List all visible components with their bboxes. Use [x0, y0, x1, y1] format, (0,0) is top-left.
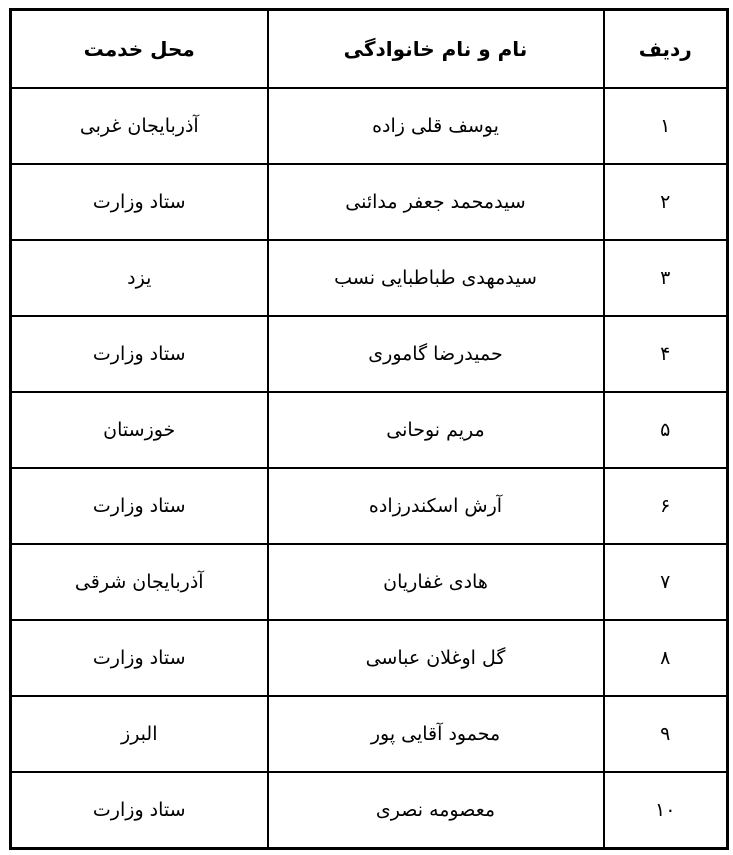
service-location-cell: خوزستان: [11, 392, 268, 468]
row-number-cell: ۴: [604, 316, 728, 392]
full-name-cell: سیدمحمد جعفر مدائنی: [268, 164, 604, 240]
full-name-cell: هادی غفاریان: [268, 544, 604, 620]
full-name-cell: حمیدرضا گاموری: [268, 316, 604, 392]
table-row: [11, 620, 728, 696]
header-service-location: محل خدمت: [11, 10, 268, 89]
row-number-cell: ۳: [604, 240, 728, 316]
table-row: [11, 696, 728, 772]
table-row: [11, 88, 728, 164]
table-row: [11, 316, 728, 392]
service-location-cell: البرز: [11, 696, 268, 772]
table-row: [11, 544, 728, 620]
table-header-row: [11, 10, 728, 89]
service-location-cell: ستاد وزارت: [11, 468, 268, 544]
document-page: [9, 8, 726, 850]
service-location-cell: ستاد وزارت: [11, 316, 268, 392]
service-location-cell: ستاد وزارت: [11, 772, 268, 849]
table-row: [11, 164, 728, 240]
row-number-cell: ۸: [604, 620, 728, 696]
table-row: [11, 772, 728, 849]
row-number-cell: ۷: [604, 544, 728, 620]
service-location-cell: آذربایجان غربی: [11, 88, 268, 164]
service-location-cell: ستاد وزارت: [11, 620, 268, 696]
row-number-cell: ۱: [604, 88, 728, 164]
service-location-cell: یزد: [11, 240, 268, 316]
table-row: [11, 392, 728, 468]
header-row-number: ردیف: [604, 10, 728, 89]
full-name-cell: آرش اسکندرزاده: [268, 468, 604, 544]
full-name-cell: مریم نوحانی: [268, 392, 604, 468]
row-number-cell: ۶: [604, 468, 728, 544]
header-full-name: نام و نام خانوادگی: [268, 10, 604, 89]
table-row: [11, 468, 728, 544]
full-name-cell: سیدمهدی طباطبایی نسب: [268, 240, 604, 316]
row-number-cell: ۲: [604, 164, 728, 240]
personnel-table: [9, 8, 729, 850]
full-name-cell: یوسف قلی زاده: [268, 88, 604, 164]
service-location-cell: آذربایجان شرقی: [11, 544, 268, 620]
full-name-cell: گل اوغلان عباسی: [268, 620, 604, 696]
table-row: [11, 240, 728, 316]
full-name-cell: محمود آقایی پور: [268, 696, 604, 772]
row-number-cell: ۵: [604, 392, 728, 468]
service-location-cell: ستاد وزارت: [11, 164, 268, 240]
row-number-cell: ۱۰: [604, 772, 728, 849]
row-number-cell: ۹: [604, 696, 728, 772]
full-name-cell: معصومه نصری: [268, 772, 604, 849]
